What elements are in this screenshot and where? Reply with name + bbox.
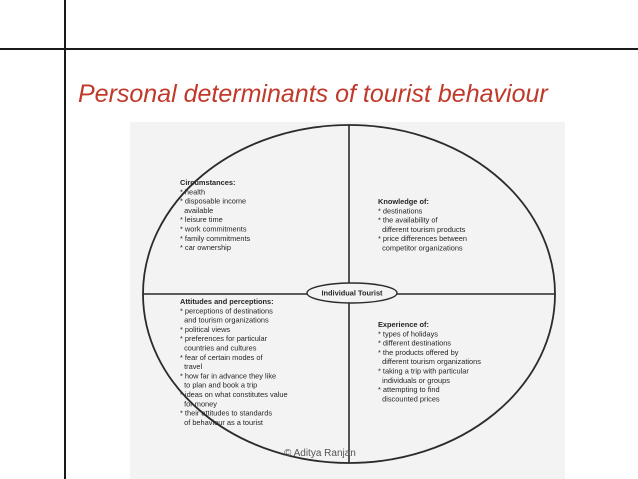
top-divider-line (0, 48, 638, 50)
quadrant-heading: Attitudes and perceptions: (180, 297, 274, 306)
left-divider-line (64, 0, 66, 479)
quadrant-item: travel (180, 362, 203, 372)
quadrant-item: individuals or groups (378, 375, 450, 385)
quadrant-item: * perceptions of destinations (180, 306, 273, 316)
quadrant-item: to plan and book a trip (180, 380, 258, 390)
quadrant-item: for money (180, 399, 217, 409)
quadrant-item: * work commitments (180, 224, 247, 234)
quadrant-item: available (180, 205, 214, 215)
quadrant-item: different tourism products (378, 224, 466, 234)
quadrant-circumstances (180, 178, 251, 252)
quadrant-item: competitor organizations (378, 243, 463, 253)
copyright-credit: © Aditya Ranjan (284, 448, 356, 459)
quadrant-item: and tourism organizations (180, 315, 269, 325)
quadrant-item: * the availability of (378, 215, 438, 225)
quadrant-item: * fear of certain modes of (180, 352, 263, 362)
quadrant-item: discounted prices (378, 394, 440, 404)
diagram-figure (130, 122, 565, 479)
quadrant-heading: Circumstances: (180, 178, 236, 187)
quadrant-item: * how far in advance they like (180, 371, 277, 381)
quadrant-item: * price differences between (378, 234, 468, 244)
quadrant-item: * types of holidays (378, 329, 438, 339)
quadrant-item: * political views (180, 324, 231, 334)
quadrant-item: * preferences for particular (180, 334, 268, 344)
quadrant-knowledge (378, 197, 467, 253)
quadrant-heading: Knowledge of: (378, 197, 429, 206)
slide-title: Personal determinants of tourist behaviour (78, 80, 548, 108)
quadrant-item: * car ownership (180, 243, 231, 253)
quadrant-item: countries and cultures (180, 343, 257, 353)
quadrant-item: * family commitments (180, 233, 251, 243)
quadrant-item: different tourism organizations (378, 357, 481, 367)
quadrant-item: * destinations (378, 206, 423, 216)
quadrant-experience (378, 320, 481, 403)
quadrant-item: * health (180, 187, 206, 197)
quadrant-item: * ideas on what constitutes value (180, 390, 288, 399)
quadrant-item: * attempting to find (378, 385, 440, 395)
quadrant-heading: Experience of: (378, 320, 429, 329)
quadrant-item: * taking a trip with particular (378, 366, 469, 376)
quadrant-item: * disposable income (180, 196, 247, 206)
determinants-diagram (130, 122, 565, 479)
quadrant-item: * their attitudes to standards (180, 408, 273, 418)
center-label: Individual Tourist (321, 288, 383, 298)
quadrant-item: * leisure time (180, 215, 223, 225)
quadrant-item: * different destinations (378, 338, 451, 348)
quadrant-item: of behaviour as a tourist (180, 417, 263, 427)
quadrant-attitudes (180, 297, 288, 427)
quadrant-item: * the products offered by (378, 347, 459, 357)
